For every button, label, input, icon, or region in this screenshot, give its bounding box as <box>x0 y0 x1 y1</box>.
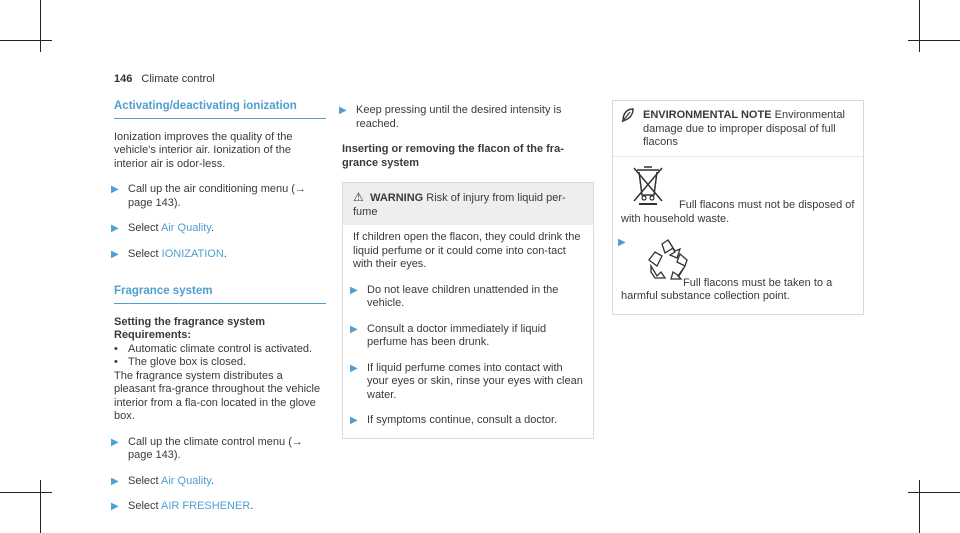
step-item <box>618 236 855 304</box>
flacon-heading: Inserting or removing the flacon of the fra-grance system <box>342 143 564 169</box>
step-text: If symptoms continue, consult a doctor. <box>367 414 558 426</box>
step-arrow-icon: ▶ <box>618 237 626 248</box>
menu-item-air-quality: Air Quality <box>161 222 211 234</box>
column-left <box>111 100 326 514</box>
warning-box <box>342 182 594 439</box>
env-body <box>613 157 863 314</box>
step-item <box>111 222 326 236</box>
disposal-text: Full flacons must not be disposed of with household waste. <box>621 199 855 225</box>
step-item <box>111 474 326 489</box>
page-header <box>114 73 215 87</box>
menu-item-air-freshener: AIR FRESHENER <box>161 500 251 512</box>
step-text: Keep pressing until the desired intensity is reached. <box>356 104 562 130</box>
column-right <box>612 100 864 315</box>
warning-text: If children open the flacon, they could drink the liquid perfume or it could come into con-tact with their eyes. <box>353 231 581 270</box>
requirements-list <box>114 343 326 370</box>
step-prefix: Select <box>128 247 162 260</box>
warning-triangle-icon: ⚠ <box>353 190 364 204</box>
step-item <box>350 414 583 428</box>
environmental-note-box <box>612 100 864 315</box>
step-arrow-icon: ▶ <box>111 248 119 260</box>
step-arrow-icon: ▶ <box>111 501 119 512</box>
step-item <box>111 247 326 262</box>
step-prefix: Select <box>128 222 162 234</box>
menu-item-air-quality: Air Quality <box>161 474 211 487</box>
crop-mark <box>908 40 960 41</box>
env-label: ENVIRONMENTAL NOTE <box>643 109 772 121</box>
step-arrow-icon: ▶ <box>111 184 119 195</box>
menu-item-ionization: IONIZATION <box>161 247 224 260</box>
section-title: Climate control <box>141 73 215 85</box>
crop-mark <box>908 492 960 493</box>
crop-mark <box>919 480 920 533</box>
step-text: Consult a doctor immediately if liquid perfume has been drunk. <box>367 322 547 348</box>
step-prefix: Select <box>128 500 162 512</box>
step-suffix: . <box>210 222 215 234</box>
crop-mark <box>40 480 41 533</box>
step-suffix: . <box>223 247 227 260</box>
warning-header <box>343 183 593 225</box>
step-item <box>111 500 326 514</box>
crop-mark <box>0 492 52 493</box>
step-suffix: . <box>210 474 215 487</box>
environment-leaf-icon <box>621 107 635 128</box>
requirements-heading: Requirements: <box>114 329 192 341</box>
list-item: • The glove box is closed. <box>114 356 326 370</box>
crossed-bin-icon <box>631 165 665 210</box>
step-item <box>350 322 583 350</box>
warning-body <box>343 225 593 438</box>
recycle-text: Full flacons must be taken to a harmful substance collection point. <box>621 276 833 302</box>
env-head-text: Environmental damage due to improper disposal of full flacons <box>643 109 845 148</box>
step-item <box>111 435 326 463</box>
step-text: If liquid perfume comes into contact with your eyes or skin, rinse your eyes with clean water. <box>367 361 583 401</box>
step-item <box>111 183 326 210</box>
setting-heading: Setting the fragrance system <box>114 315 265 328</box>
step-arrow-icon: ▶ <box>111 223 119 234</box>
step-arrow-icon: ▶ <box>350 415 358 426</box>
step-arrow-icon: ▶ <box>111 436 119 448</box>
step-text: Do not leave children unattended in the vehicle. <box>367 283 559 309</box>
step-item <box>350 361 583 403</box>
step-suffix: . <box>250 500 254 512</box>
ionization-intro: Ionization improves the quality of the vehicle's interior air. Ionization of the interior air is odor-less. <box>114 130 293 170</box>
step-prefix: Select <box>128 474 162 487</box>
column-middle <box>339 100 594 439</box>
list-item: • Automatic climate control is activated. <box>114 343 326 357</box>
step-arrow-icon: ▶ <box>339 105 347 116</box>
step-text: Call up the climate control menu (→ page 143). <box>128 435 303 461</box>
step-arrow-icon: ▶ <box>111 475 119 487</box>
step-text: Call up the air conditioning menu (→ page 143). <box>128 183 306 209</box>
fragrance-title: Fragrance system <box>114 285 326 304</box>
ionization-title: Activating/deactivating ionization <box>114 100 326 119</box>
page-number: 146 <box>114 73 133 85</box>
step-arrow-icon: ▶ <box>350 284 358 296</box>
warning-label: WARNING <box>370 192 424 204</box>
step-item <box>339 104 594 131</box>
crop-mark <box>40 0 41 52</box>
crop-mark <box>0 40 52 41</box>
step-item <box>350 283 583 311</box>
step-arrow-icon: ▶ <box>350 362 358 374</box>
step-arrow-icon: ▶ <box>350 323 358 335</box>
warning-head-text: Risk of injury from liquid per-fume <box>353 192 566 218</box>
crop-mark <box>919 0 920 52</box>
fragrance-body: The fragrance system distributes a pleasant fra-grance throughout the vehicle interior from a fla-con located in the glove box. <box>114 369 321 422</box>
env-header <box>613 101 863 157</box>
